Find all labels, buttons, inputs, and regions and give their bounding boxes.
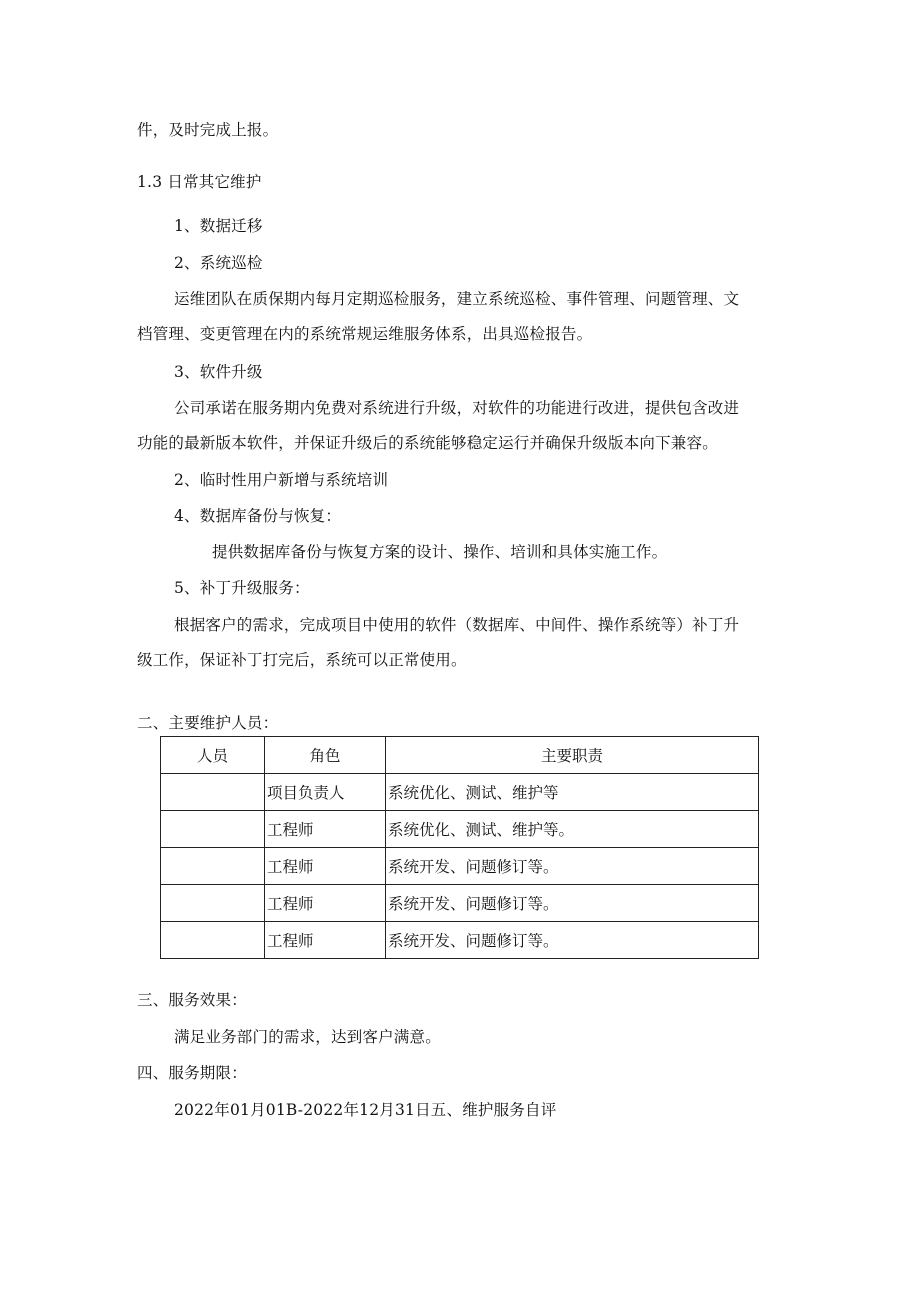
header-duty: 主要职责 xyxy=(386,737,759,774)
paragraph-effect: 满足业务部门的需求，达到客户满意。 xyxy=(174,1028,441,1046)
table-row xyxy=(161,811,759,848)
paragraph-inspection-line-1: 运维团队在质保期内每月定期巡检服务，建立系统巡检、事件管理、问题管理、文 xyxy=(174,290,740,308)
table-row xyxy=(161,774,759,811)
staff-table xyxy=(160,736,759,959)
list-item-temp-users-training: 2、临时性用户新增与系统培训 xyxy=(174,471,389,489)
section-heading-effect: 三、服务效果： xyxy=(137,991,247,1009)
paragraph-inspection-line-2: 档管理、变更管理在内的系统常规运维服务体系，出具巡检报告。 xyxy=(137,325,593,343)
table-row xyxy=(161,848,759,885)
cell-person xyxy=(161,848,265,885)
continuation-text: 件，及时完成上报。 xyxy=(137,121,279,139)
cell-person xyxy=(161,774,265,811)
list-item-system-inspection: 2、系统巡检 xyxy=(174,254,263,272)
cell-duty: 系统优化、测试、维护等。 xyxy=(386,811,759,848)
cell-duty: 系统开发、问题修订等。 xyxy=(386,848,759,885)
paragraph-backup: 提供数据库备份与恢复方案的设计、操作、培训和具体实施工作。 xyxy=(212,543,668,561)
cell-person xyxy=(161,922,265,959)
list-item-db-backup: 4、数据库备份与恢复： xyxy=(174,507,342,525)
cell-duty: 系统开发、问题修订等。 xyxy=(386,885,759,922)
header-role: 角色 xyxy=(265,737,386,774)
table-row xyxy=(161,885,759,922)
list-item-software-upgrade: 3、软件升级 xyxy=(174,363,263,381)
section-heading-1-3: 1.3 日常其它维护 xyxy=(137,173,262,191)
cell-role: 工程师 xyxy=(265,885,386,922)
cell-person xyxy=(161,885,265,922)
list-item-patch-upgrade: 5、补丁升级服务： xyxy=(174,579,310,597)
cell-person xyxy=(161,811,265,848)
paragraph-period: 2022年01月01B-2022年12月31日五、维护服务自评 xyxy=(174,1101,557,1119)
cell-role: 工程师 xyxy=(265,811,386,848)
section-heading-period: 四、服务期限： xyxy=(137,1064,247,1082)
cell-role: 工程师 xyxy=(265,922,386,959)
cell-duty: 系统优化、测试、维护等 xyxy=(386,774,759,811)
paragraph-upgrade-line-1: 公司承诺在服务期内免费对系统进行升级，对软件的功能进行改进，提供包含改进 xyxy=(174,399,740,417)
cell-role: 项目负责人 xyxy=(265,774,386,811)
list-item-data-migration: 1、数据迁移 xyxy=(174,217,263,235)
table-header-row xyxy=(161,737,759,774)
table-row xyxy=(161,922,759,959)
section-heading-staff: 二、主要维护人员： xyxy=(137,714,279,732)
paragraph-patch-line-1: 根据客户的需求，完成项目中使用的软件（数据库、中间件、操作系统等）补丁升 xyxy=(174,616,740,634)
paragraph-upgrade-line-2: 功能的最新版本软件，并保证升级后的系统能够稳定运行并确保升级版本向下兼容。 xyxy=(137,434,718,452)
cell-duty: 系统开发、问题修订等。 xyxy=(386,922,759,959)
paragraph-patch-line-2: 级工作，保证补丁打完后，系统可以正常使用。 xyxy=(137,651,467,669)
cell-role: 工程师 xyxy=(265,848,386,885)
header-person: 人员 xyxy=(161,737,265,774)
